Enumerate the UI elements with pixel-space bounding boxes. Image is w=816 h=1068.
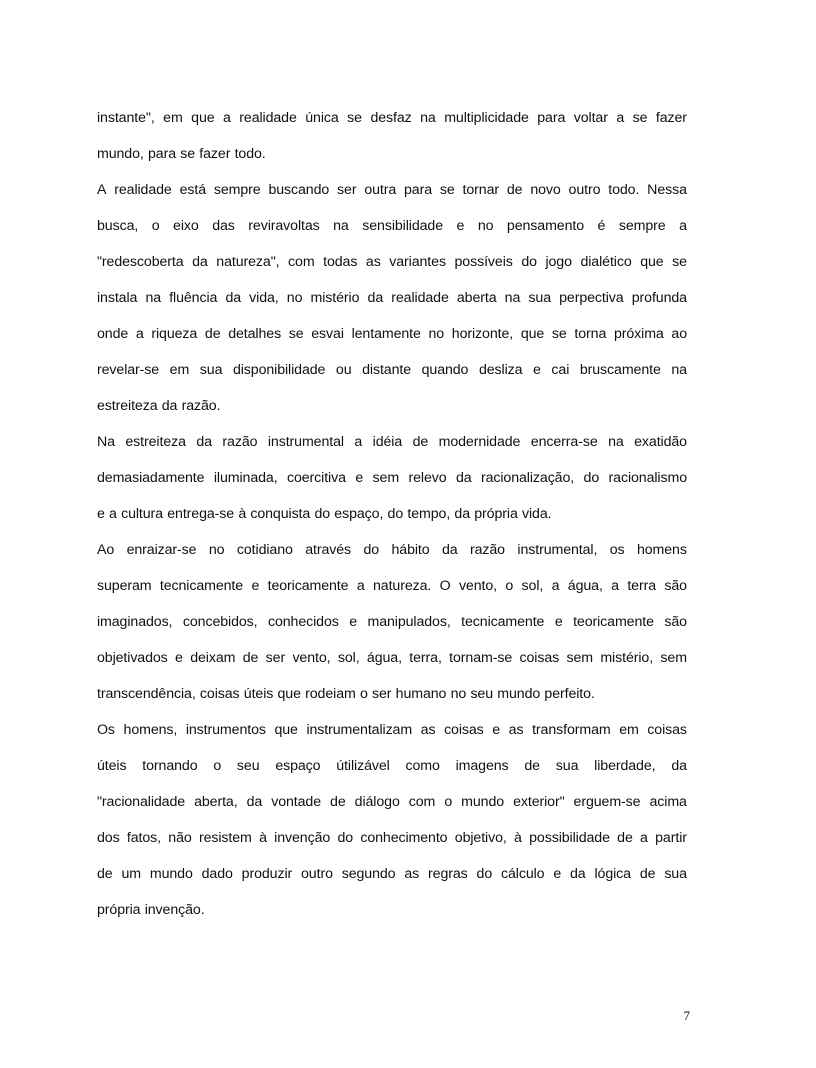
paragraph <box>97 172 687 424</box>
text-line: superam tecnicamente e teoricamente a natureza. O vento, o sol, a água, a terra são <box>97 578 687 594</box>
text-line: demasiadamente iluminada, coercitiva e sem relevo da racionalização, do racionalismo <box>97 470 687 486</box>
text-line: instante", em que a realidade única se desfaz na multiplicidade para voltar a se fazer <box>97 110 687 126</box>
text-line: transcendência, coisas úteis que rodeiam o ser humano no seu mundo perfeito. <box>97 686 595 702</box>
paragraph <box>97 712 687 928</box>
text-line: A realidade está sempre buscando ser outra para se tornar de novo outro todo. Nessa <box>97 182 687 198</box>
paragraph <box>97 424 687 532</box>
paragraph <box>97 532 687 712</box>
text-line: imaginados, concebidos, conhecidos e manipulados, tecnicamente e teoricamente são <box>97 614 687 630</box>
text-line: Ao enraizar-se no cotidiano através do hábito da razão instrumental, os homens <box>97 542 687 558</box>
text-line: onde a riqueza de detalhes se esvai lentamente no horizonte, que se torna próxima ao <box>97 326 687 342</box>
text-line: "redescoberta da natureza", com todas as variantes possíveis do jogo dialético que se <box>97 254 687 270</box>
text-line: objetivados e deixam de ser vento, sol, água, terra, tornam-se coisas sem mistério, sem <box>97 650 687 666</box>
text-line: "racionalidade aberta, da vontade de diálogo com o mundo exterior" erguem-se acima <box>97 794 687 810</box>
paragraph <box>97 100 687 172</box>
page-number: 7 <box>683 1008 690 1023</box>
text-line: e a cultura entrega-se à conquista do espaço, do tempo, da própria vida. <box>97 506 552 522</box>
text-line: estreiteza da razão. <box>97 398 221 414</box>
text-line: Os homens, instrumentos que instrumentalizam as coisas e as transformam em coisas <box>97 722 687 738</box>
text-line: dos fatos, não resistem à invenção do conhecimento objetivo, à possibilidade de a partir <box>97 830 687 846</box>
text-line: revelar-se em sua disponibilidade ou distante quando desliza e cai bruscamente na <box>97 362 687 378</box>
text-line: instala na fluência da vida, no mistério da realidade aberta na sua perpectiva profunda <box>97 290 687 306</box>
text-line: busca, o eixo das reviravoltas na sensibilidade e no pensamento é sempre a <box>97 218 687 234</box>
text-line: úteis tornando o seu espaço útilizável como imagens de sua liberdade, da <box>97 758 687 774</box>
text-line: própria invenção. <box>97 902 205 918</box>
document-body <box>97 100 687 928</box>
text-line: Na estreiteza da razão instrumental a idéia de modernidade encerra-se na exatidão <box>97 434 687 450</box>
text-line: de um mundo dado produzir outro segundo as regras do cálculo e da lógica de sua <box>97 866 687 882</box>
text-line: mundo, para se fazer todo. <box>97 146 266 162</box>
